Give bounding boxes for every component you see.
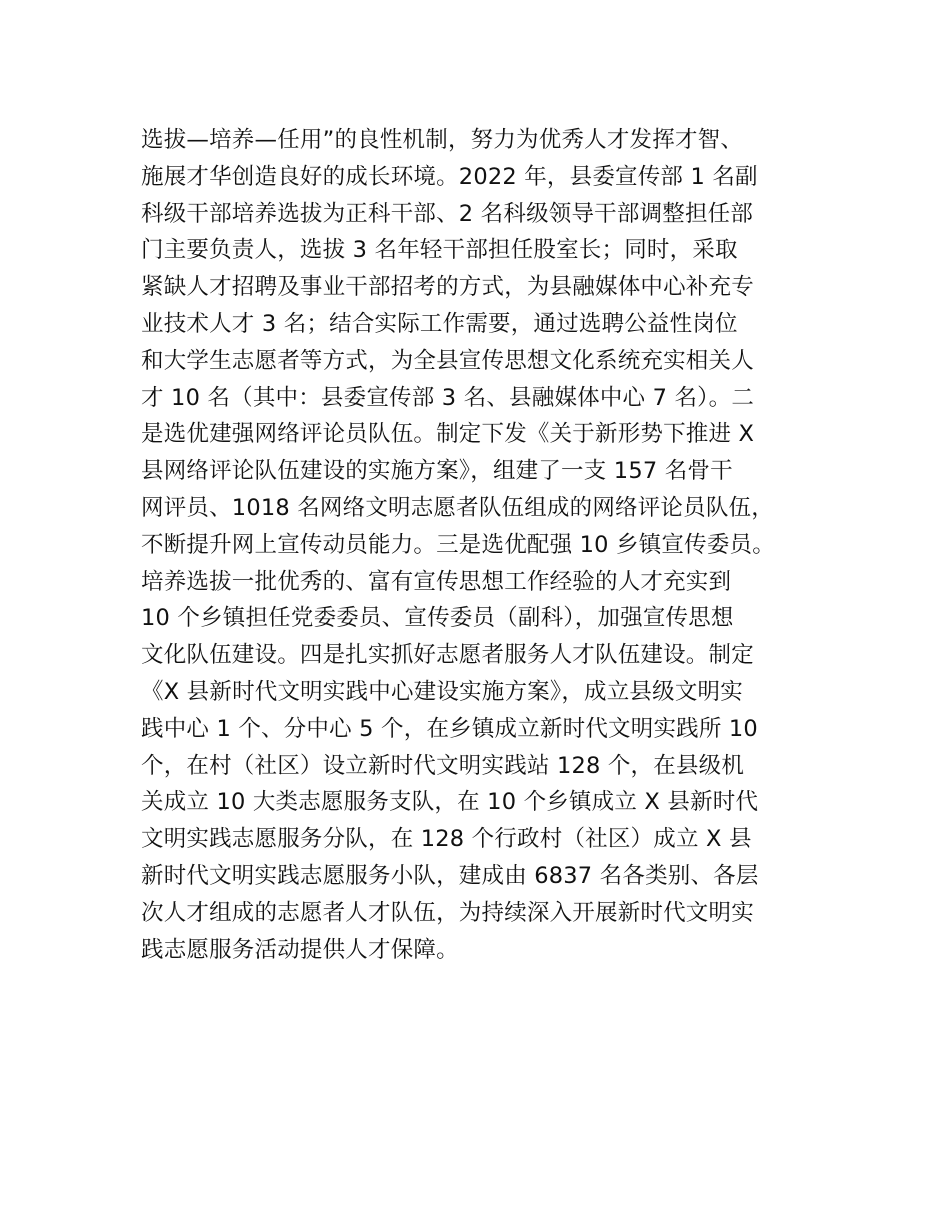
text-line: 个，在村（社区）设立新时代文明实践站 128 个，在县级机 <box>141 752 745 779</box>
text-line: 文明实践志愿服务分队，在 128 个行政村（社区）成立 X 县 <box>141 826 752 853</box>
text-line: 门主要负责人，选拔 3 名年轻干部担任股室长；同时，采取 <box>141 237 738 264</box>
text-line: 新时代文明实践志愿服务小队，建成由 6837 名各类别、各层 <box>141 862 759 889</box>
text-line: 次人才组成的志愿者人才队伍，为持续深入开展新时代文明实 <box>141 899 754 926</box>
text-line: 《X 县新时代文明实践中心建设实施方案》，成立县级文明实 <box>141 678 743 705</box>
text-line: 业技术人才 3 名；结合实际工作需要，通过选聘公益性岗位 <box>141 310 738 337</box>
text-line: 才 10 名（其中：县委宣传部 3 名、县融媒体中心 7 名）。二 <box>141 384 755 411</box>
text-line: 是选优建强网络评论员队伍。制定下发《关于新形势下推进 X <box>141 421 755 448</box>
text-line: 施展才华创造良好的成长环境。2022 年，县委宣传部 1 名副 <box>141 163 758 190</box>
text-line: 县网络评论队伍建设的实施方案》，组建了一支 157 名骨干 <box>141 458 733 485</box>
text-line: 践志愿服务活动提供人才保障。 <box>141 936 459 963</box>
text-line: 文化队伍建设。四是扎实抓好志愿者服务人才队伍建设。制定 <box>141 642 754 669</box>
text-line: 选拔—培养—任用”的良性机制，努力为优秀人才发挥才智、 <box>141 127 744 153</box>
text-line: 10 个乡镇担任党委委员、宣传委员（副科），加强宣传思想 <box>141 605 734 632</box>
text-line: 不断提升网上宣传动员能力。三是选优配强 10 乡镇宣传委员。 <box>141 531 775 558</box>
text-line: 关成立 10 大类志愿服务支队，在 10 个乡镇成立 X 县新时代 <box>141 789 759 816</box>
text-line: 科级干部培养选拔为正科干部、2 名科级领导干部调整担任部 <box>141 200 754 227</box>
text-line: 培养选拔一批优秀的、富有宣传思想工作经验的人才充实到 <box>141 568 732 595</box>
text-line: 和大学生志愿者等方式，为全县宣传思想文化系统充实相关人 <box>141 347 754 374</box>
text-line: 网评员、1018 名网络文明志愿者队伍组成的网络评论员队伍， <box>141 494 774 521</box>
text-line: 紧缺人才招聘及事业干部招考的方式，为县融媒体中心补充专 <box>141 274 754 301</box>
text-line: 践中心 1 个、分中心 5 个，在乡镇成立新时代文明实践所 10 <box>141 715 758 742</box>
body-paragraph <box>141 122 841 968</box>
